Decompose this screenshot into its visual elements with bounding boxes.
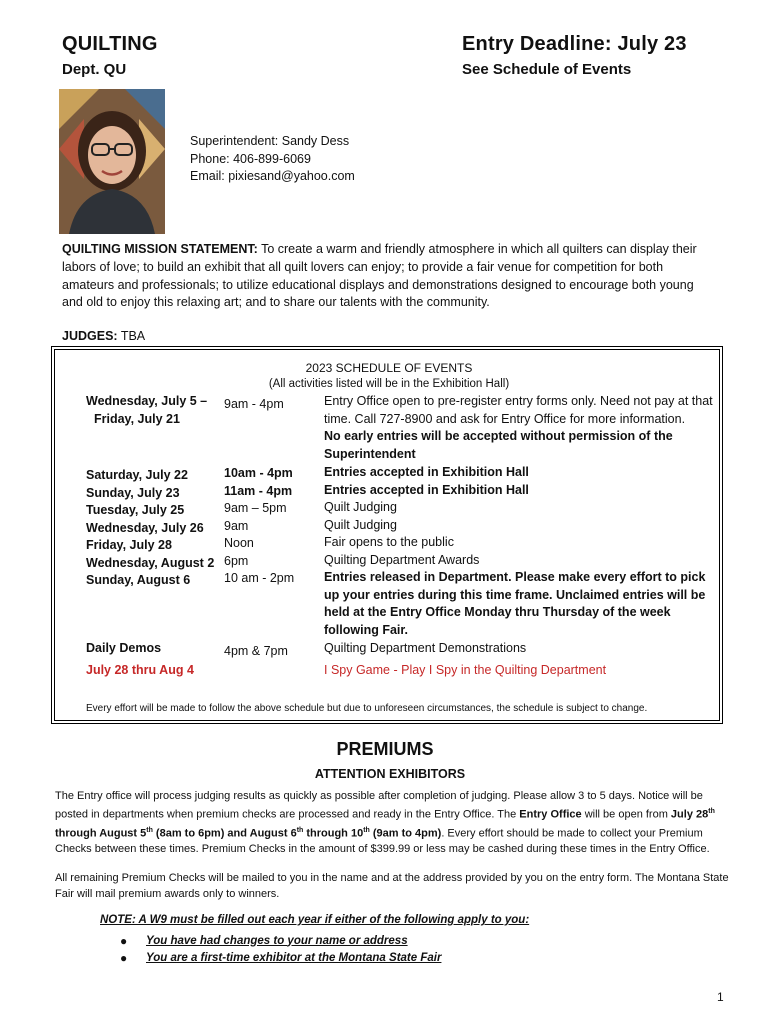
p1-text: will be open from	[581, 808, 671, 821]
premiums-paragraph-2: All remaining Premium Checks will be mailed to you in the name and at the address provided by you on the entry form. The Montana State Fair will mail premium awards only to winners.	[55, 872, 729, 900]
schedule-date: Sunday, August 6	[86, 573, 191, 587]
schedule-time: 9am – 5pm	[224, 501, 287, 515]
date-bold: (8am to 6pm) and August 6	[152, 827, 297, 840]
date-bold: July 28	[670, 808, 709, 821]
schedule-date: Friday, July 28	[86, 538, 172, 552]
schedule-event-release: Entries released in Department. Please make every effort to pick up your entries during this time frame. Unclaimed entries will be held at the Entry Office Monday thru Thursday of the week following Fair.	[324, 570, 706, 637]
schedule-date: Sunday, July 23	[86, 485, 180, 500]
schedule-event: Entries accepted in Exhibition Hall	[324, 465, 529, 479]
judges-label: JUDGES:	[62, 329, 118, 343]
schedule-time-preregister: 9am - 4pm	[224, 397, 284, 411]
attention-exhibitors: ATTENTION EXHIBITORS	[314, 767, 466, 781]
contact-block	[190, 133, 355, 186]
demos-date: Daily Demos	[86, 641, 162, 655]
mission-label: QUILTING MISSION STATEMENT:	[62, 242, 258, 256]
schedule-date: Wednesday, August 2	[86, 555, 215, 570]
date-suffix: th	[363, 826, 370, 834]
bullet-text: You have had changes to your name or address	[146, 934, 408, 947]
judges-value: TBA	[117, 329, 146, 343]
schedule-events-column	[324, 464, 716, 639]
ispy-date: July 28 thru Aug 4	[86, 663, 194, 677]
premiums-heading: PREMIUMS	[336, 739, 434, 759]
list-item	[120, 949, 441, 966]
schedule-title: 2023 SCHEDULE OF EVENTS	[305, 361, 473, 375]
date-bold: through 10	[303, 827, 364, 840]
superintendent-name: Superintendent: Sandy Dess	[190, 134, 350, 148]
schedule-footnote: Every effort will be made to follow the above schedule but due to unforeseen circumstances, the schedule is subject to change.	[86, 703, 648, 714]
portrait-illustration	[59, 89, 165, 234]
mission-statement	[62, 241, 710, 312]
page-number: 1	[717, 990, 724, 1004]
w9-note: NOTE: A W9 must be filled out each year if either of the following apply to you:	[100, 914, 530, 926]
schedule-event: Quilt Judging	[324, 500, 397, 514]
preregister-date-start: Wednesday, July 5 –	[86, 394, 208, 408]
schedule-time: 10 am - 2pm	[224, 571, 295, 585]
schedule-time: Noon	[224, 536, 254, 550]
schedule-date: Tuesday, July 25	[86, 503, 185, 517]
premiums-paragraph-1	[55, 788, 735, 857]
bullet-icon: ●	[120, 950, 128, 965]
schedule-date-preregister	[86, 393, 207, 428]
date-suffix: th	[296, 826, 304, 834]
department-code: Dept. QU	[62, 61, 127, 78]
schedule-date: Saturday, July 22	[86, 468, 188, 482]
date-suffix: th	[146, 826, 153, 834]
mission-text: To create a warm and friendly atmosphere in which all quilters can display their labors of love; to build an exhibit that all quilt lovers can enjoy; to provide a fair venue for competition for both amateurs and professionals; to utilize educational displays and demonstrations designed to encourage both young and old to enjoy this relaxing art; and to share our talents with the community.	[62, 242, 697, 310]
demos-event: Quilting Department Demonstrations	[324, 641, 527, 655]
schedule-event: Entries accepted in Exhibition Hall	[324, 482, 529, 497]
schedule-dates-column	[86, 467, 214, 590]
schedule-time: 10am - 4pm	[224, 466, 293, 480]
schedule-time: 9am	[224, 518, 249, 533]
entry-office-bold: Entry Office	[519, 808, 582, 821]
schedule-event: Quilting Department Awards	[324, 552, 480, 567]
schedule-time: 6pm	[224, 553, 249, 568]
schedule-subtitle: (All activities listed will be in the Exhibition Hall)	[268, 378, 510, 390]
schedule-event: Quilt Judging	[324, 517, 397, 532]
hours-bold: (9am to 4pm)	[369, 827, 442, 840]
bullet-text: You are a first-time exhibitor at the Montana State Fair	[146, 951, 442, 964]
schedule-time: 11am - 4pm	[224, 483, 293, 498]
schedule-event-preregister	[324, 393, 714, 463]
preregister-date-end: Friday, July 21	[94, 411, 180, 426]
date-suffix: th	[708, 808, 715, 815]
ispy-event: I Spy Game - Play I Spy in the Quilting Department	[324, 663, 607, 677]
preregister-description: Entry Office open to pre-register entry forms only. Need not pay at that time. Call 727-8900 and ask for Entry Office for more information.	[324, 394, 713, 426]
judges-line	[62, 328, 145, 346]
superintendent-photo	[59, 89, 165, 234]
p1-text: . Every effort should be made to collect your Premium Checks between these times. Premium Checks in the amount of $399.99 or less may be cashed during these times in the Entry Office.	[55, 827, 710, 856]
schedule-date: Wednesday, July 26	[86, 520, 204, 535]
demos-time: 4pm & 7pm	[224, 644, 288, 658]
w9-bullet-list	[120, 932, 441, 966]
phone-number: Phone: 406-899-6069	[190, 151, 311, 166]
schedule-event: Fair opens to the public	[324, 535, 454, 549]
date-bold: through August 5	[55, 827, 147, 840]
list-item	[120, 932, 441, 949]
preregister-warning: No early entries will be accepted without permission of the Superintendent	[324, 429, 673, 461]
p1-text: The Entry office will process judging results as quickly as possible after completion of judging. Please allow 3 to 5 days. Notice will be posted in departments when premium checks are processed and ready in the Entry Office. The	[55, 790, 703, 821]
email-address: Email: pixiesand@yahoo.com	[190, 169, 355, 183]
schedule-times-column	[224, 465, 294, 588]
bullet-icon: ●	[120, 933, 128, 948]
department-title: QUILTING	[62, 33, 158, 55]
see-schedule-link: See Schedule of Events	[462, 61, 632, 78]
entry-deadline: Entry Deadline: July 23	[462, 33, 687, 55]
